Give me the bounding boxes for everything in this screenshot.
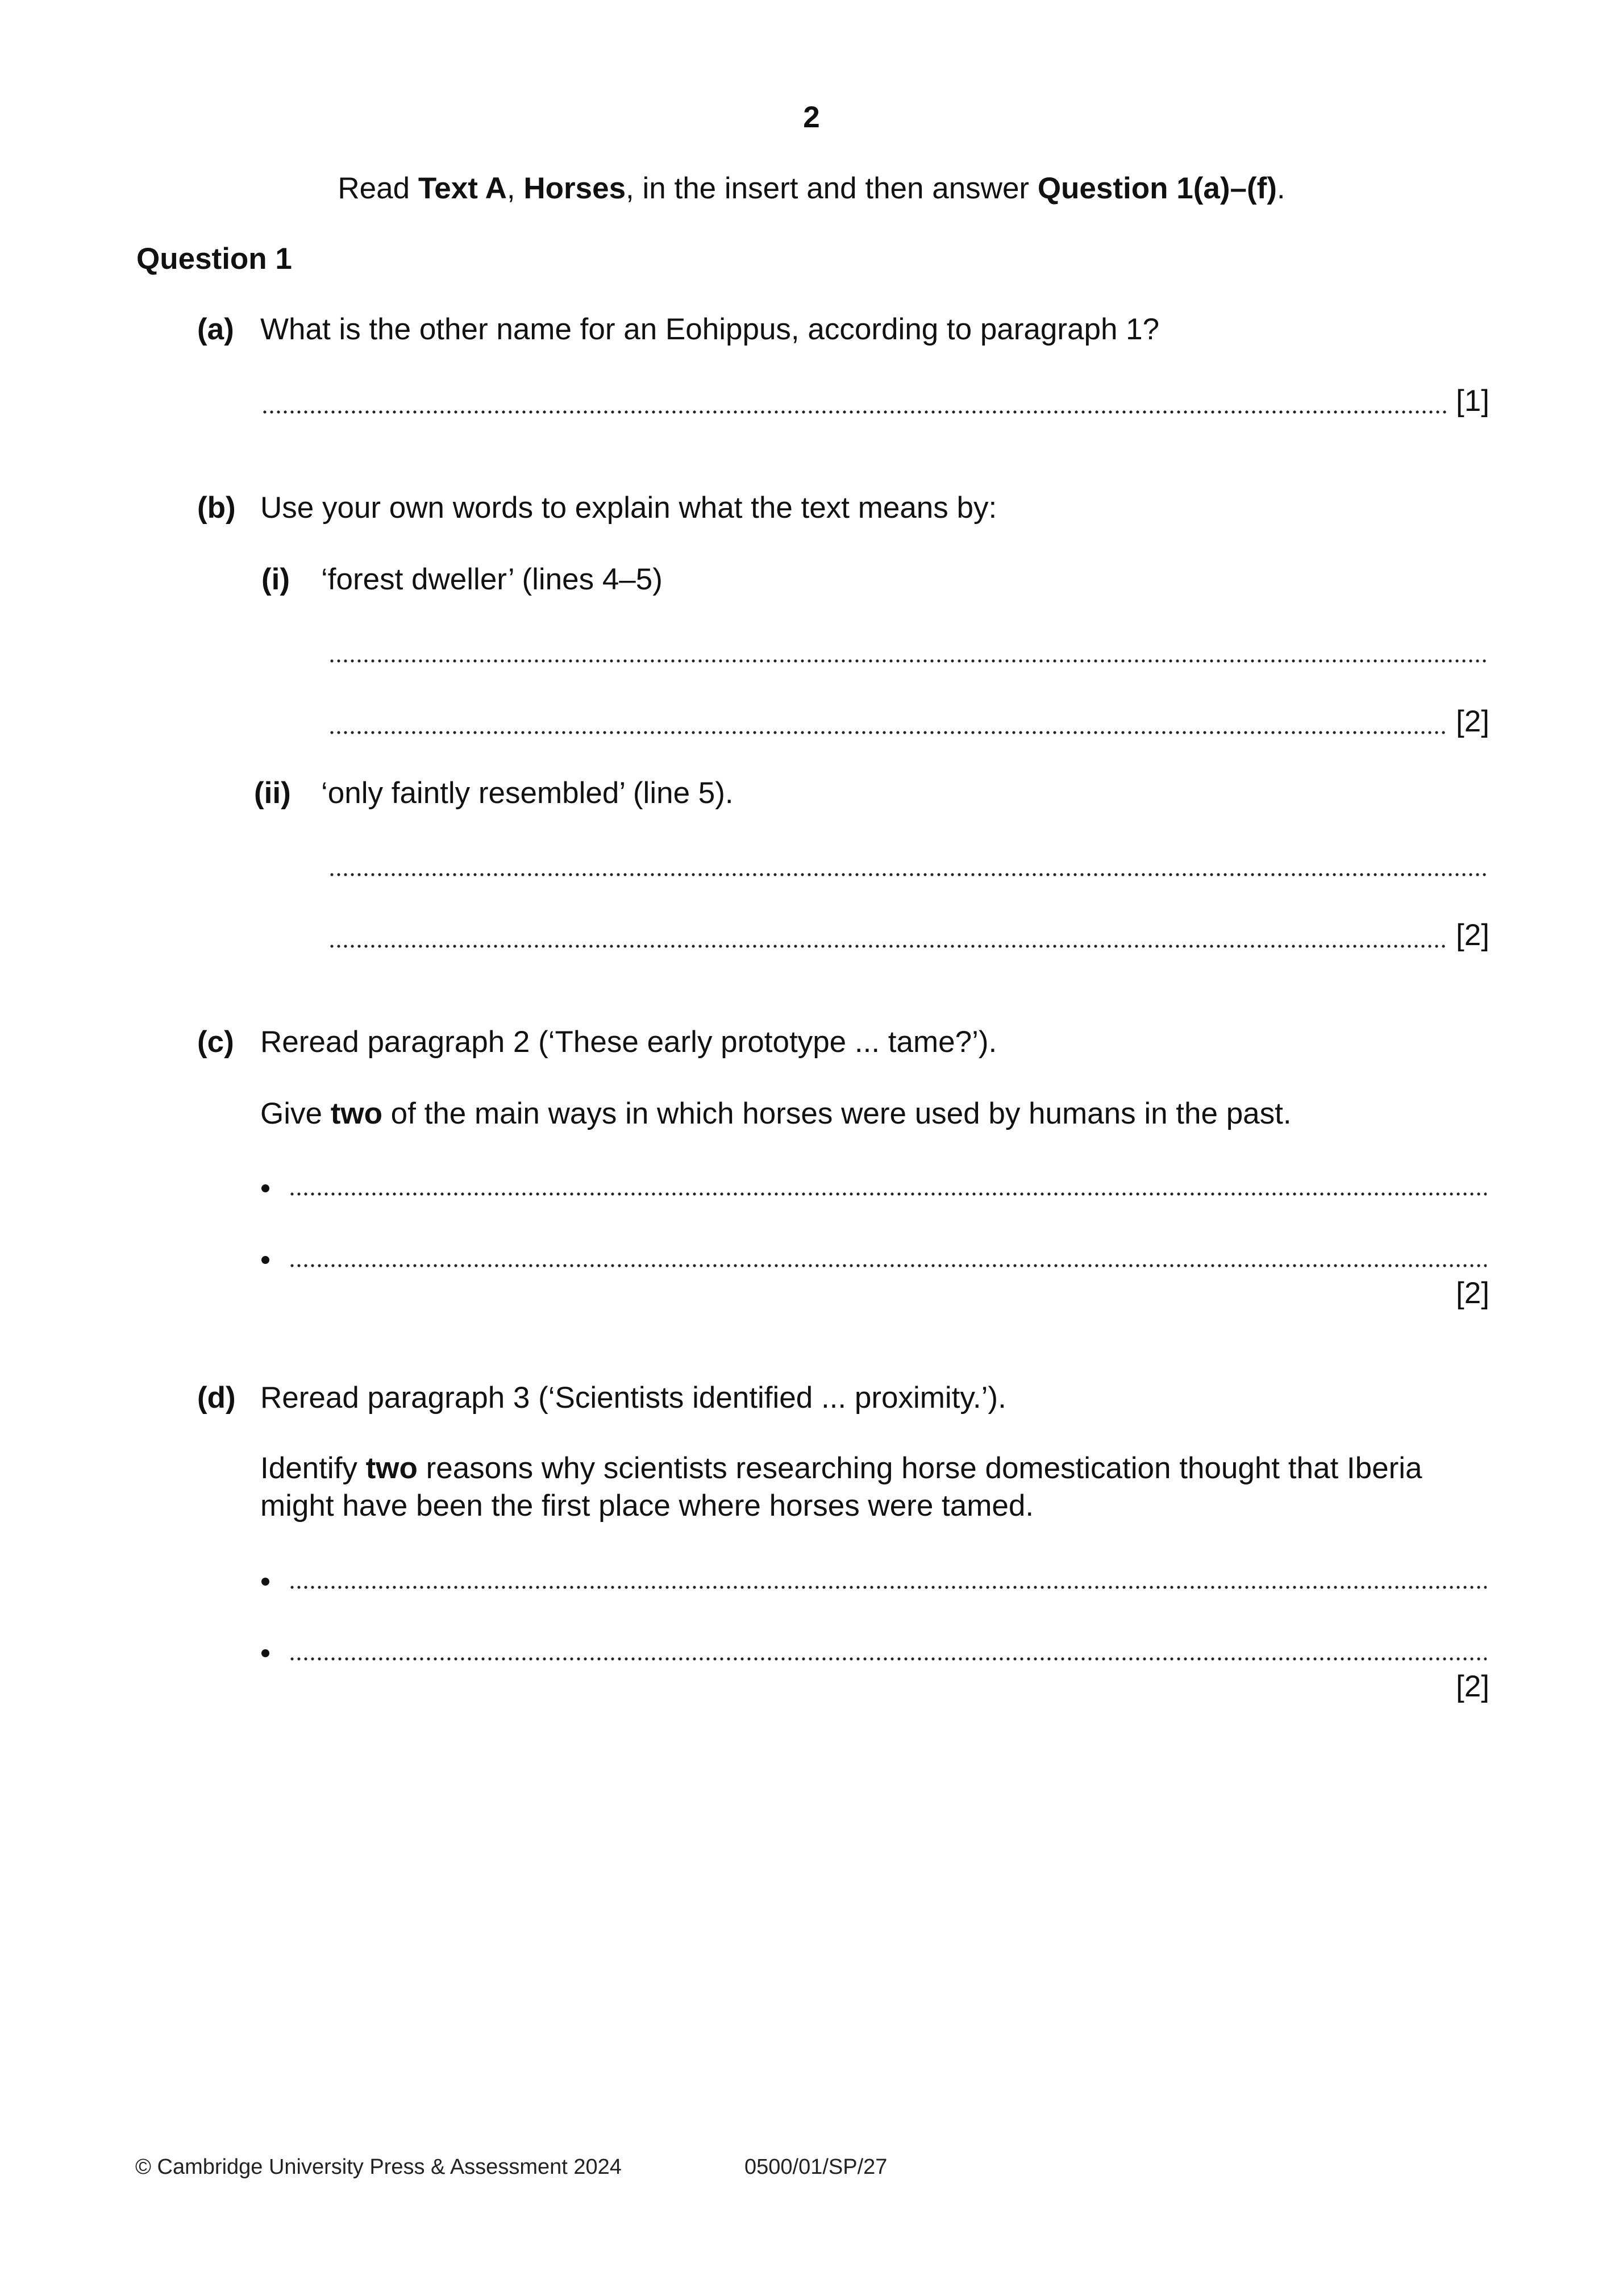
answer-line-b-ii-2[interactable] <box>328 945 1445 948</box>
part-c-instruction: Give two of the main ways in which horses were used by humans in the past. <box>260 1097 1292 1130</box>
bullet-d-2 <box>261 1649 269 1657</box>
mark-d: [2] <box>1456 1670 1489 1703</box>
answer-line-b-i-1[interactable] <box>328 659 1487 663</box>
mark-b-i: [2] <box>1456 705 1489 738</box>
question-heading: Question 1 <box>136 242 292 276</box>
answer-line-d-1[interactable] <box>289 1586 1487 1589</box>
part-b-ii-question: ‘only faintly resembled’ (line 5). <box>321 776 734 810</box>
part-d-instruction-line1: Identify two reasons why scientists researching horse domestication thought that Iberia <box>260 1451 1422 1485</box>
bullet-c-2 <box>261 1256 269 1264</box>
part-b-i-question: ‘forest dweller’ (lines 4–5) <box>321 563 663 596</box>
part-a-question: What is the other name for an Eohippus, according to paragraph 1? <box>260 313 1160 346</box>
bullet-d-1 <box>261 1578 269 1586</box>
answer-line-d-2[interactable] <box>289 1657 1487 1661</box>
part-c-question: Reread paragraph 2 (‘These early prototype ... tame?’). <box>260 1025 997 1059</box>
part-d-label: (d) <box>197 1381 236 1415</box>
answer-line-a[interactable] <box>261 410 1446 414</box>
part-b-ii-label: (ii) <box>254 776 291 810</box>
part-d-question: Reread paragraph 3 (‘Scientists identified ... proximity.’). <box>260 1381 1006 1415</box>
text-a-ref: Text A <box>418 172 507 205</box>
answer-line-c-2[interactable] <box>289 1264 1487 1267</box>
footer-paper-code: 0500/01/SP/27 <box>744 2155 888 2179</box>
part-b-label: (b) <box>197 491 236 525</box>
part-c-label: (c) <box>197 1025 234 1059</box>
mark-a: [1] <box>1456 384 1489 418</box>
bullet-c-1 <box>261 1184 269 1192</box>
footer-copyright: © Cambridge University Press & Assessment 2024 <box>135 2155 622 2179</box>
answer-line-b-i-2[interactable] <box>328 731 1445 734</box>
answer-line-c-1[interactable] <box>289 1192 1487 1196</box>
part-d-instruction-line2: might have been the first place where horses were tamed. <box>260 1489 1034 1523</box>
text-title: Horses <box>523 172 626 205</box>
question-ref: Question 1(a)–(f) <box>1037 172 1277 205</box>
page-number: 2 <box>803 101 820 134</box>
instruction: Read Text A, Horses, in the insert and then answer Question 1(a)–(f). <box>338 172 1285 205</box>
part-b-question: Use your own words to explain what the text means by: <box>260 491 997 525</box>
mark-c: [2] <box>1456 1276 1489 1310</box>
mark-b-ii: [2] <box>1456 918 1489 952</box>
answer-line-b-ii-1[interactable] <box>328 873 1487 876</box>
part-a-label: (a) <box>197 313 234 346</box>
part-b-i-label: (i) <box>261 563 290 596</box>
